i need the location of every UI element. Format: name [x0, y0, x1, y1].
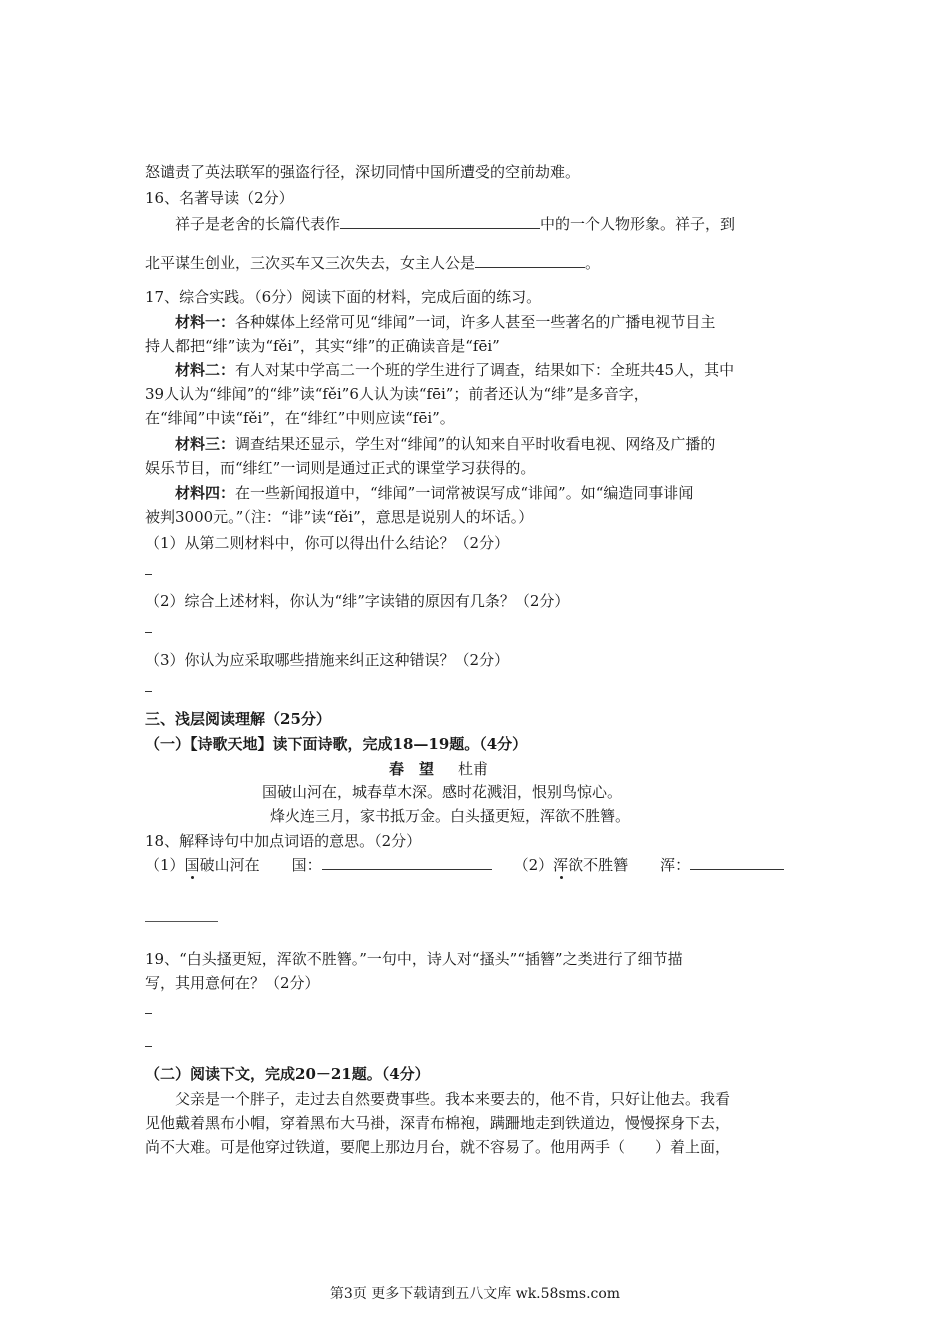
page-footer: 第3页 更多下载请到五八文库 wk.58sms.com [329, 1286, 621, 1302]
answer-blank[interactable] [475, 253, 585, 268]
section-3-title: 三、浅层阅读理解（25分） [145, 710, 331, 728]
answer-blank[interactable] [690, 855, 784, 870]
poem-title: 春 望 [389, 760, 435, 778]
material-3 [175, 434, 715, 454]
question-19: 19、“白头搔更短，浑欲不胜簪。”一句中，诗人对“搔头”“插簪”之类进行了细节描 [145, 950, 683, 968]
answer-line[interactable] [145, 1046, 152, 1047]
question-17-3: （3）你认为应采取哪些措施来纠正这种错误？（2分） [145, 651, 510, 669]
answer-line[interactable] [145, 691, 152, 692]
material-label: 材料二： [175, 361, 236, 379]
text: 各种媒体上经常可见“绯闻”一词，许多人甚至一些著名的广播电视节目主 [235, 313, 716, 331]
text: （1） [145, 856, 185, 874]
answer-blank[interactable] [322, 855, 492, 870]
material-label: 材料三： [175, 435, 236, 453]
part-2-title: （二）阅读下文，完成20－21题。（4分） [145, 1065, 430, 1083]
poem-header [389, 759, 488, 779]
text: 在一些新闻报道中，“绯闻”一词常被误写成“诽闻”。如“编造同事诽闻 [235, 484, 694, 502]
text: 。 [585, 254, 601, 272]
material-label: 材料四： [175, 484, 236, 502]
reading-paragraph: 见他戴着黑布小帽，穿着黑布大马褂，深青布棉袍，蹒跚地走到铁道边，慢慢探身下去， [145, 1114, 731, 1132]
dotted-word: 国 [184, 856, 200, 874]
question-17-1: （1）从第二则材料中，你可以得出什么结论？（2分） [145, 534, 510, 552]
text-line: 在“绯闻”中读“fěi”，在“绯红”中则应读“fēi”。 [145, 409, 455, 427]
answer-line[interactable] [145, 921, 218, 922]
text-line: 持人都把“绯”读为“fěi”，其实“绯”的正确读音是“fēi” [145, 337, 500, 355]
text-line: 被判3000元。”（注：“诽”读“fěi”，意思是说别人的坏话。） [145, 508, 534, 526]
material-2 [175, 360, 734, 380]
text: 国： [291, 856, 322, 874]
text: 祥子是老舍的长篇代表作 [175, 215, 341, 233]
text-line: 怒谴责了英法联军的强盗行径，深切同情中国所遭受的空前劫难。 [145, 163, 581, 181]
material-4 [175, 483, 693, 503]
question-17-title: 17、综合实践。（6分）阅读下面的材料，完成后面的练习。 [145, 288, 542, 306]
poem-line: 国破山河在，城春草木深。感时花溅泪，恨别鸟惊心。 [262, 783, 623, 801]
text-line: 39人认为“绯闻”的“绯”读“fěi”6人认为读“fēi”；前者还认为“绯”是多音字， [145, 385, 649, 403]
dotted-word: 浑 [553, 856, 569, 874]
text: 破山河在 [199, 856, 260, 874]
material-label: 材料一： [175, 313, 236, 331]
question-18: 18、解释诗句中加点词语的意思。（2分） [145, 832, 422, 850]
text: 中的一个人物形象。祥子，到 [540, 215, 736, 233]
question-17-2: （2）综合上述材料，你认为“绯”字读错的原因有几条？（2分） [145, 592, 570, 610]
text-line: 娱乐节目，而“绯红”一词则是通过正式的课堂学习获得的。 [145, 459, 536, 477]
reading-paragraph: 尚不大难。可是他穿过铁道，要爬上那边月台，就不容易了。他用两手（ ）着上面， [145, 1138, 731, 1156]
text: 浑： [660, 856, 691, 874]
question-16-title: 16、名著导读（2分） [145, 189, 294, 207]
answer-blank[interactable] [340, 214, 540, 229]
part-1-title: （一）【诗歌天地】读下面诗歌，完成18—19题。（4分） [145, 735, 528, 753]
answer-line[interactable] [145, 632, 152, 633]
text: 北平谋生创业，三次买车又三次失去，女主人公是 [145, 254, 476, 272]
question-18-items [145, 855, 784, 875]
answer-line[interactable] [145, 1013, 152, 1014]
text: 有人对某中学高二一个班的学生进行了调查，结果如下：全班共45人，其中 [235, 361, 735, 379]
text: 调查结果还显示，学生对“绯闻”的认知来自平时收看电视、网络及广播的 [235, 435, 716, 453]
text: 欲不胜簪 [568, 856, 629, 874]
question-19: 写，其用意何在？（2分） [145, 974, 320, 992]
poem-line: 烽火连三月，家书抵万金。白头搔更短，浑欲不胜簪。 [270, 807, 631, 825]
answer-line[interactable] [145, 574, 152, 575]
material-1 [175, 312, 715, 332]
text: （2） [513, 856, 554, 874]
question-16-line [145, 253, 600, 273]
poem-author: 杜甫 [458, 760, 489, 778]
question-16-line [175, 214, 735, 234]
reading-paragraph: 父亲是一个胖子，走过去自然要费事些。我本来要去的，他不肯，只好让他去。我看 [175, 1090, 731, 1108]
